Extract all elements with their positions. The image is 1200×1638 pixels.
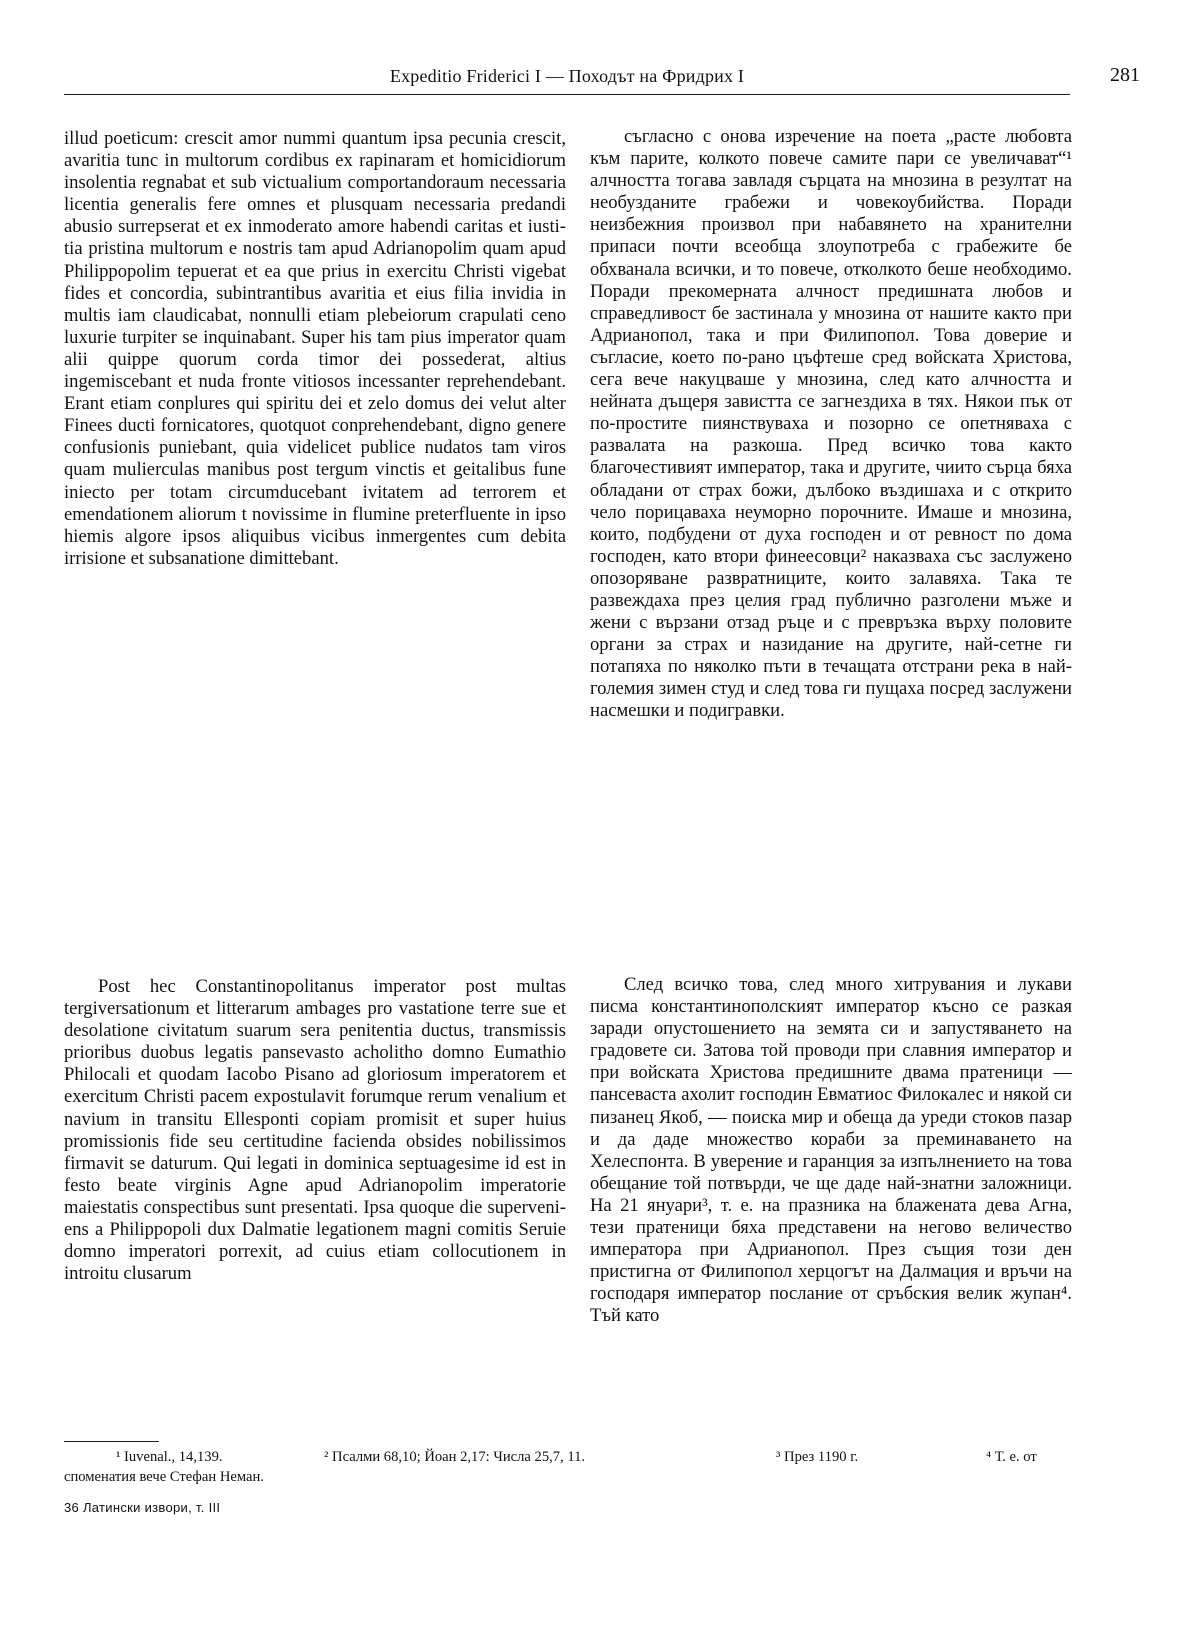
footnote-2: ² Псалми 68,10; Йоан 2,17: Числа 25,7, 11. [324,1449,586,1465]
running-head-title: Expeditio Friderici I — Походът на Фридрих I [389,66,745,86]
latin-paragraph-2: Post hec Constantinopolitanus imperator post multas tergiversationum et litterarum ambages pro vastatione terre sue et desolatione civitatum suarum sera penitentia ductus, transmissis prioribus duobus legatis pansevasto acholitho domno Eumathio Philocali et quodam Iacobo Pisano ad gloriosum imperatorem et exercitum Christi pacem expostulavit forumque rerum venalium et navium in transitu Ellesponti copiam promisit et super huius promissionis fide seu certitudine facienda obsides nobilissimos firmavit se daturum. Qui legati in dominica septuagesime id est in festo beate virginis Agne apud Adrianopolim imperatorie maiestatis conspectibus sunt presentati. Ipsa quoque die superveniens a Philippopoli dux Dalmatie legationem magni comitis Seruie domno imperatori porrexit, ad cuius etiam collocutionem in introitu clusarum [64,976,566,1285]
footnote-4: ⁴ Т. е. от [986,1449,1037,1465]
bulgarian-paragraph-1: съгласно с онова изречение на поета „расте любовта към парите, колкото повече самите пари се увеличават“¹ алчността тогава завладя сърцата на мнозина в резултат на необузданите грабежи и човекоубийства. Поради неизбежния произвол при набавянето на хранителни припаси почти всеобща злоупотреба с грабежите бе обхванала всички, и то повече, отколкото беше необходимо. Поради прекомерната алчност предишната любов и справедливост бе застинала у мнозина от нашите както при Адрианопол, така и при Филипопол. Това доверие и съгласие, което по-рано цъфтеше сред войската Христова, сега вече накуцваше у мнозина, след като алчността и нейната дъщеря завистта се загнездиха в тях. Някои пък от по-простите пиянствуваха и позорно се опетняваха с развалата на разкоша. Пред всичко това както благочестивият император, така и другите, чиито сърца бяха обладани от страх божи, дълбоко въздишаха и с открито чело порицаваха неуморно порочните. Имаше и мнозина, които, подбудени от духа господен и от ревност по дома господен, като втори финеесовци² наказваха със заслужено опозоряване развратниците, които залавяха. Така те развеждаха през целия град публично разголени мъже и жени с вързани отзад ръце и с превръзка върху половите органи за страх и назидание на другите, най-сетне ги потапяха по няколко пъти в течащата отстрани река в най-големия зимен студ и след това ги пущаха посред заслужени насмешки и подигравки. [590,126,1072,722]
footnote-rule [64,1441,159,1442]
footnote-3: ³ През 1190 г. [776,1449,859,1465]
page-number: 281 [1110,64,1140,86]
running-head [64,64,1140,95]
printer-signature: 36 Латински извори, т. III [64,1500,221,1515]
bulgarian-paragraph-2: След всичко това, след много хитрувания и лукави писма константинополският император късно се разкая заради опустошението на земята си и запустяването на градовете си. Затова той проводи при славния император и при войската Христова предишните двама пратеници — пансеваста ахолит господин Евматиос Филокалес и някой си пизанец Якоб, — поиска мир и обеща да уреди стоков пазар и да даде множество кораби за преминаването на Хелеспонта. В уверение и гаранция за изпълнението на това обещание той потвърди, че ще даде най-знатни заложници. На 21 януари³, т. е. на празника на блажената дева Агна, тези пратеници бяха представени на негово величество императора при Адрианопол. През същия този ден пристигна от Филипопол херцогът на Далмация и връчи на господаря император послание от сръбския велик жупан⁴. Тъй като [590,974,1072,1327]
bulgarian-column-bottom [590,974,1072,1328]
footnote-1: ¹ Iuvenal., 14,139. [116,1449,223,1465]
latin-column-bottom [64,976,566,1285]
footnote-line-1 [64,1447,1072,1467]
footnotes [64,1447,1072,1487]
footnote-4-continuation: споменатия вече Стефан Неман. [64,1469,264,1485]
footnote-line-2 [64,1467,1072,1487]
latin-column-top [64,128,566,570]
latin-paragraph-1: illud poeticum: crescit amor nummi quantum ipsa pecunia crescit, avaritia tunc in multorum cordibus ex rapinaram et homicidiorum insolentia regnabat et sub victualium comportandoraum necessaria licentia generalis fere omnes et plusquam necessaria predandi abusio surrepserat et ex inmoderato amore habendi caritas et iustitia pristina multorum e nostris tam apud Adrianopolim quam apud Philippopolim tepuerat et ea que prius in exercitu Christi vigebat fides et concordia, subintrantibus avaritia et eius filia invidia in multis iam claudicabat, nonnulli etiam plebeiorum crapulati ceno luxurie turpiter se inquinabant. Super his tam pius imperator quam alii quippe quorum corda timor dei possederat, altius ingemiscebant et nuda fronte vitiosos incessanter reprehendebant. Erant etiam conplures qui spiritu dei et zelo domus dei velut alter Finees ducti fornicatores, quotquot conprehendebant, digno genere confusionis puniebant, quia videlicet publice nudatos tam viros quam mulierculas manibus post tergum vinctis et geitalibus fune iniecto per totam circumducebant ivitatem ad terrorem et emendationem aliorum t novissime in flumine preterfluente in ipso hiemis algore ipsos aliquibus vicibus inmergentes cum debita irrisione et subsanatione dimittebant. [64,128,566,569]
bulgarian-column-top [590,126,1072,723]
